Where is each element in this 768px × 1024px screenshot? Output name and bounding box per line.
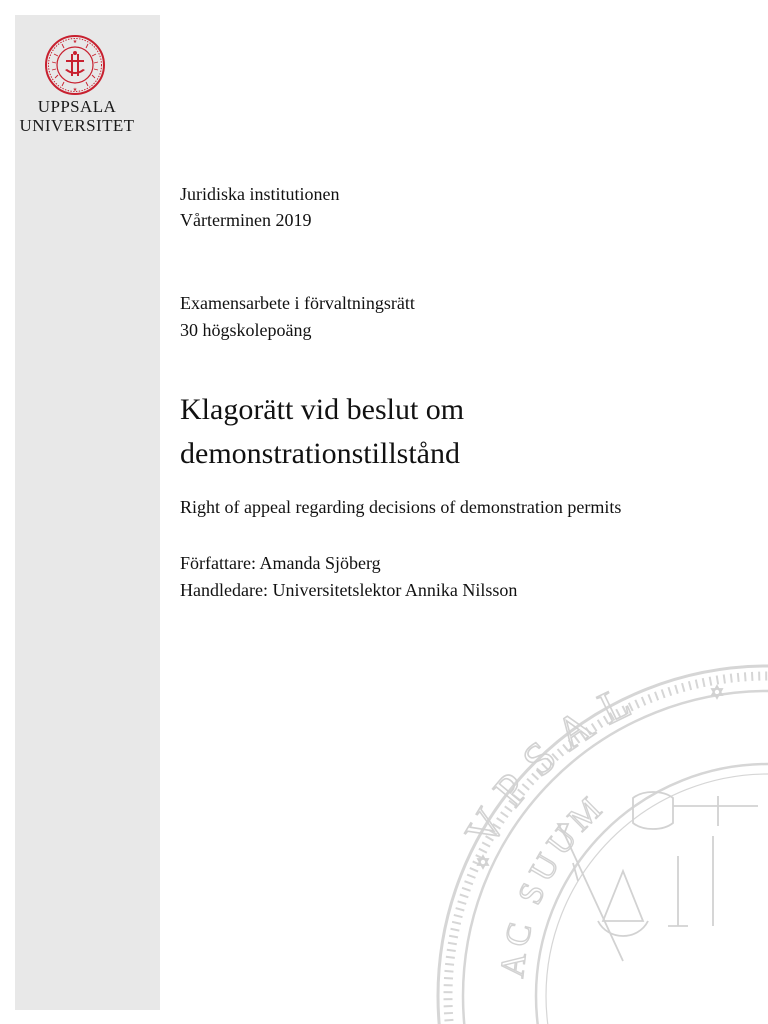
svg-text:★: ★ [72, 88, 78, 93]
supervisor: Handledare: Universitetslektor Annika Nilsson [180, 580, 518, 600]
seal-watermark-icon [428, 656, 768, 1024]
wordmark-line-1: UPPSALA [37, 97, 117, 116]
thesis-type: Examensarbete i förvaltningsrätt [180, 293, 415, 313]
watermark-inner-text: AC SUUM [493, 786, 614, 980]
thesis-subtitle: Right of appeal regarding decisions of demonstration permits [180, 497, 622, 517]
university-seal-icon [44, 34, 106, 96]
thesis-title-line-1: Klagorätt vid beslut om [180, 393, 465, 426]
svg-text:★: ★ [72, 40, 78, 45]
department-name: Juridiska institutionen [180, 184, 340, 204]
sidebar-band [15, 15, 160, 1010]
credits: 30 högskolepoäng [180, 320, 312, 340]
thesis-title [180, 388, 464, 476]
term: Vårterminen 2019 [180, 210, 312, 230]
university-wordmark [18, 97, 136, 135]
thesis-title-line-2: demonstrationstillstånd [180, 437, 460, 470]
wordmark-line-2: UNIVERSITET [19, 116, 135, 135]
author: Författare: Amanda Sjöberg [180, 553, 381, 573]
watermark-seal-text: VPSAL [454, 669, 651, 855]
